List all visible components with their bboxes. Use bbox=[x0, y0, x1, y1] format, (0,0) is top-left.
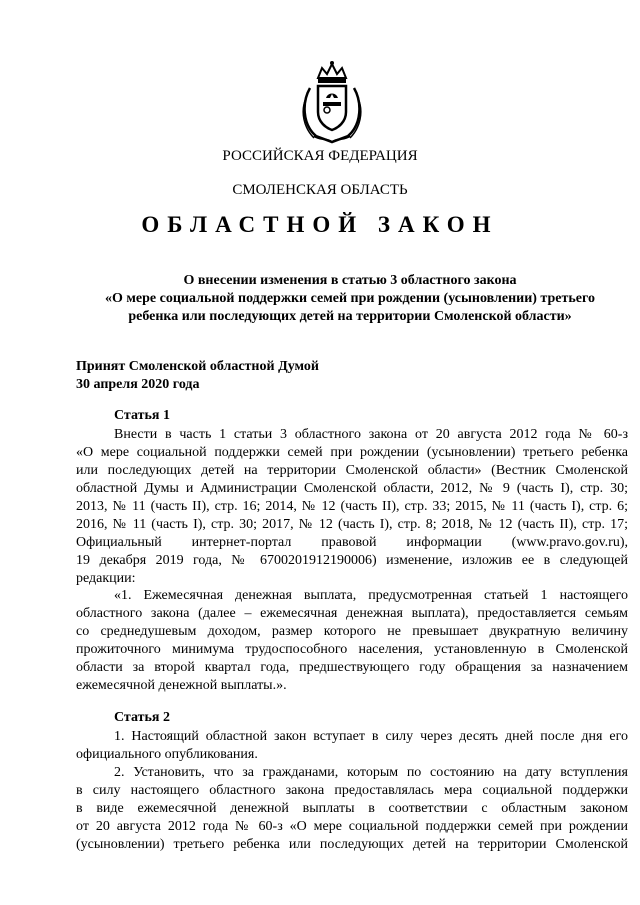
subject-line: О внесении изменения в статью 3 областного закона bbox=[183, 273, 517, 288]
text-line: Официальный интернет-портал правовой информации (www.pravo.gov.ru), bbox=[76, 535, 628, 550]
text-line: 2. Установить, что за гражданами, которым по состоянию на дату вступления bbox=[114, 765, 628, 780]
text-line: областного закона (далее – ежемесячная денежная выплата), предоставляется семьям bbox=[76, 606, 628, 621]
article-1-paragraph-2 bbox=[76, 587, 628, 695]
text-line: или последующих детей на территории Смоленской области» (Вестник Смоленской bbox=[76, 463, 628, 478]
article-2-title: Статья 2 bbox=[114, 710, 170, 725]
text-line: ежемесячной денежной выплаты.». bbox=[76, 678, 287, 693]
text-line: 2016, № 11 (часть I), стр. 30; 2017, № 12 (часть I), стр. 8; 2018, № 12 (часть II), стр. 17; bbox=[76, 517, 628, 532]
text-line: в силу настоящего областного закона предоставлялась мера социальной поддержки bbox=[76, 783, 628, 798]
adopted-date: 30 апреля 2020 года bbox=[76, 377, 200, 392]
text-line: редакции: bbox=[76, 571, 136, 586]
text-line: прожиточного минимума трудоспособного населения, установленную в Смоленской bbox=[76, 642, 628, 657]
adopted-by: Принят Смоленской областной Думой bbox=[76, 359, 319, 374]
text-line: со среднедушевым доходом, размер которого не превышает двукратную величину bbox=[76, 624, 628, 639]
smolensk-coat-of-arms-icon bbox=[296, 58, 368, 144]
text-line: Внести в часть 1 статьи 3 областного закона от 20 августа 2012 года № 60-з bbox=[114, 427, 628, 442]
text-line: от 20 августа 2012 года № 60-з «О мере социальной поддержки семей при рождении bbox=[76, 819, 628, 834]
text-line: 1. Настоящий областной закон вступает в силу через десять дней после дня его bbox=[114, 729, 628, 744]
law-subject bbox=[70, 272, 630, 326]
text-line: «1. Ежемесячная денежная выплата, предусмотренная статьей 1 настоящего bbox=[114, 588, 628, 603]
article-2-paragraph-2 bbox=[76, 764, 628, 854]
region-heading: СМОЛЕНСКАЯ ОБЛАСТЬ bbox=[232, 182, 408, 198]
article-1-paragraph-1 bbox=[76, 426, 628, 588]
text-line: официального опубликования. bbox=[76, 747, 258, 762]
text-line: «О мере социальной поддержки семей при рождении (усыновлении) третьего ребенка bbox=[76, 445, 628, 460]
subject-line: «О мере социальной поддержки семей при рождении (усыновлении) третьего bbox=[105, 291, 595, 306]
text-line: 19 декабря 2019 года, № 6700201912190006) изменение, изложив ее в следующей bbox=[76, 553, 628, 568]
subject-line: ребенка или последующих детей на территории Смоленской области» bbox=[128, 309, 572, 324]
text-line: области за второй квартал года, предшествующего году обращения за назначением bbox=[76, 660, 628, 675]
text-line: областной Думы и Администрации Смоленской области, 2012, № 9 (часть I), стр. 30; bbox=[76, 481, 628, 496]
adoption-info bbox=[76, 358, 319, 394]
article-2-paragraph-1 bbox=[76, 728, 628, 764]
federation-heading: РОССИЙСКАЯ ФЕДЕРАЦИЯ bbox=[222, 148, 418, 164]
text-line: (усыновлении) третьего ребенка или последующих детей на территории Смоленской bbox=[76, 837, 628, 852]
article-1-title: Статья 1 bbox=[114, 408, 170, 423]
text-line: 2013, № 11 (часть II), стр. 16; 2014, № 12 (часть II), стр. 33; 2015, № 11 (часть I), стр. 6; bbox=[76, 499, 628, 514]
law-type-heading: ОБЛАСТНОЙ ЗАКОН bbox=[141, 212, 499, 237]
text-line: в виде ежемесячной денежной выплаты в соответствии с областным законом bbox=[76, 801, 628, 816]
